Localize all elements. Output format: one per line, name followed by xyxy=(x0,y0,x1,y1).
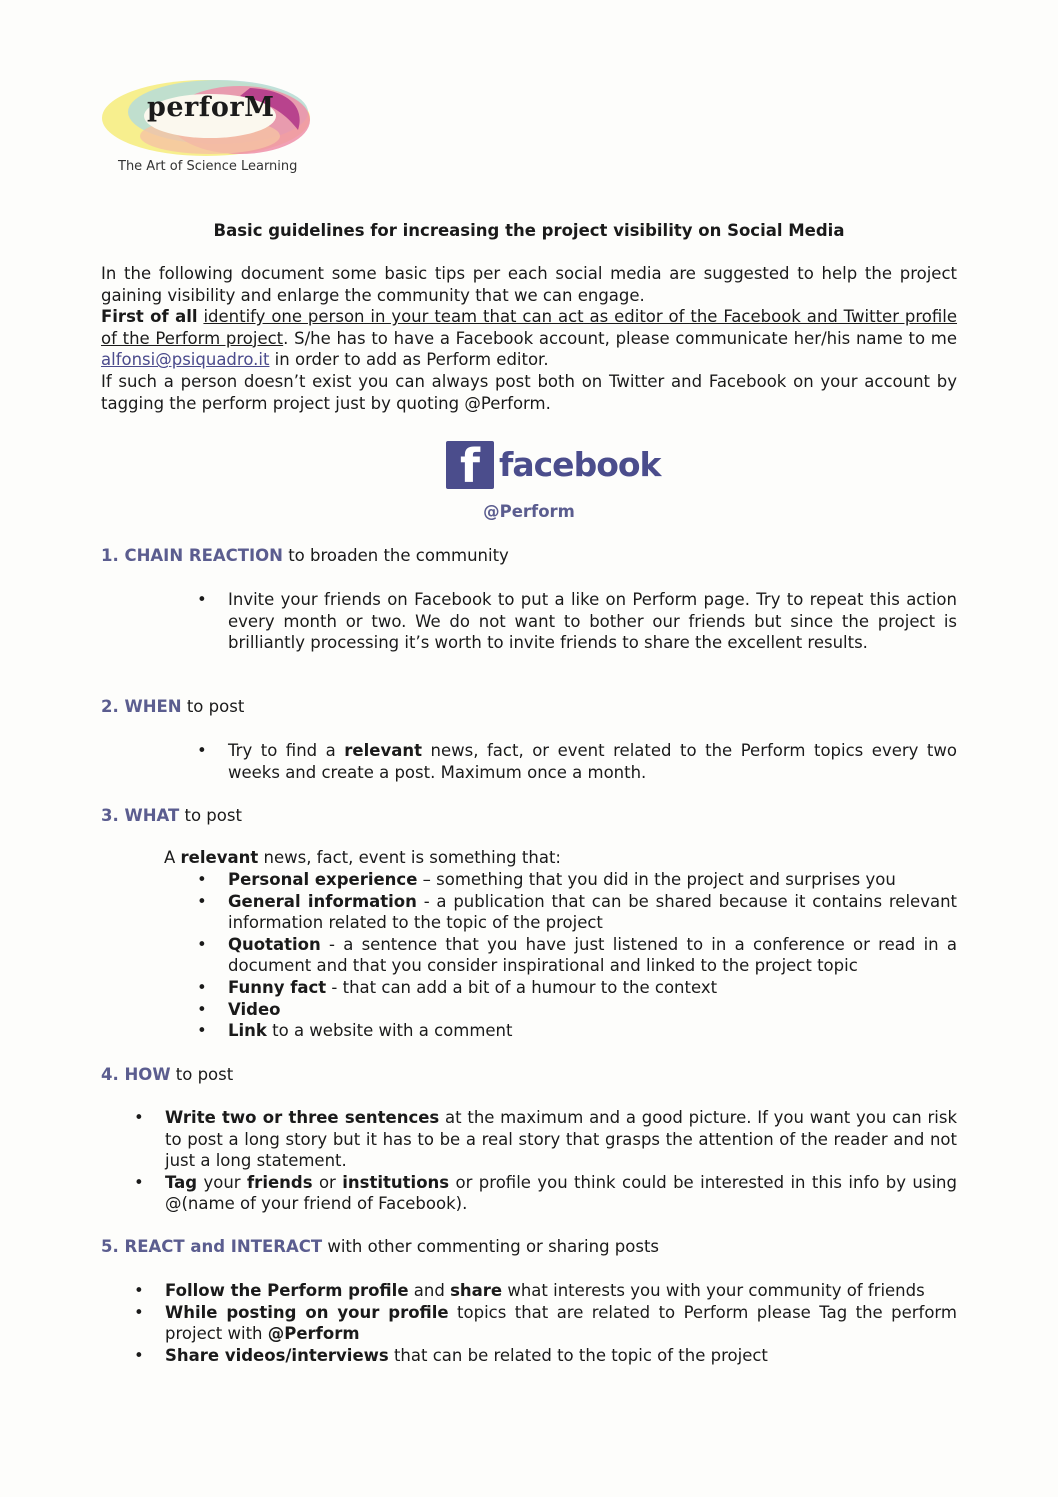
section-heading-2 xyxy=(101,696,957,718)
list-item: • Video xyxy=(228,999,957,1021)
logo-wordmark: perforM xyxy=(147,92,275,123)
intro-p1: In the following document some basic tips per each social media are suggested to help the project gaining visibility and enlarge the community that we can engage. xyxy=(101,264,957,305)
list-item: • General information - a publication that can be shared because it contains relevant information related to the topic of the project xyxy=(228,891,957,934)
section-2-list xyxy=(228,740,957,783)
list-item: • Funny fact - that can add a bit of a humour to the context xyxy=(228,977,957,999)
document-title: Basic guidelines for increasing the project visibility on Social Media xyxy=(213,221,845,240)
intro-p2 xyxy=(101,306,957,371)
section-number: 4. HOW xyxy=(101,1065,171,1084)
list-item: • Follow the Perform profile and share what interests you with your community of friends xyxy=(165,1280,957,1302)
section-rest: to post xyxy=(179,806,242,825)
intro-p3: If such a person doesn’t exist you can always post both on Twitter and Facebook on your account by tagging the perform project just by quoting @Perform. xyxy=(101,371,957,413)
list-item: • Personal experience – something that you did in the project and surprises you xyxy=(228,869,957,891)
list-item: • Try to find a relevant news, fact, or event related to the Perform topics every two weeks and create a post. Maximum once a month. xyxy=(228,740,957,783)
facebook-handle: @Perform xyxy=(483,502,575,521)
section-number: 5. REACT and INTERACT xyxy=(101,1237,323,1256)
list-item: • Tag your friends or institutions or profile you think could be interested in this info by using @(name of your friend of Facebook). xyxy=(165,1172,957,1215)
section-heading-4 xyxy=(101,1064,957,1086)
section-rest: to post xyxy=(181,697,245,716)
section-heading-3 xyxy=(101,805,957,827)
facebook-f-glyph: f xyxy=(460,439,481,493)
facebook-wordmark: facebook xyxy=(499,445,661,484)
section-heading-1 xyxy=(101,545,957,567)
section-3-intro: A relevant news, fact, event is something that: xyxy=(164,848,561,867)
section-heading-5 xyxy=(101,1236,957,1258)
section-3-list xyxy=(228,869,957,1042)
editor-instruction: identify one person in your team that can act as editor of the Facebook and Twitter profile of the Perform project xyxy=(101,307,958,348)
section-rest: to broaden the community xyxy=(282,546,509,565)
section-1-list xyxy=(228,589,957,654)
facebook-f-icon xyxy=(446,439,494,493)
intro-paragraphs xyxy=(101,263,957,414)
list-item: • Share videos/interviews that can be related to the topic of the project xyxy=(165,1345,957,1367)
email-link[interactable]: alfonsi@psiquadro.it xyxy=(101,350,270,370)
section-number: 2. WHEN xyxy=(101,697,182,716)
section-rest: to post xyxy=(170,1065,234,1084)
list-item: • Write two or three sentences at the maximum and a good picture. If you want you can risk to post a long story but it has to be a real story that grasps the attention of the reader and not just a long statement. xyxy=(165,1107,957,1172)
section-4-list xyxy=(165,1107,957,1215)
logo-tagline: The Art of Science Learning xyxy=(118,159,298,174)
section-rest: with other commenting or sharing posts xyxy=(322,1237,660,1256)
intro-p2-rest: . S/he has to have a Facebook account, please communicate her/his name to me xyxy=(283,328,957,348)
intro-p2-end: in order to add as Perform editor. xyxy=(269,350,549,370)
list-item: • Quotation - a sentence that you have just listened to in a conference or read in a document and that you consider inspirational and linked to the project topic xyxy=(228,934,957,977)
list-item: • While posting on your profile topics that are related to Perform please Tag the perform project with @Perform xyxy=(165,1302,957,1345)
list-item: • Link to a website with a comment xyxy=(228,1020,957,1042)
first-of-all: First of all xyxy=(101,307,198,327)
section-number: 3. WHAT xyxy=(101,806,180,825)
section-number: 1. CHAIN REACTION xyxy=(101,546,283,565)
facebook-logo xyxy=(446,439,661,493)
section-5-list xyxy=(165,1280,957,1366)
list-item: • Invite your friends on Facebook to put a like on Perform page. Try to repeat this action every month or two. We do not want to bother our friends but since the project is brilliantly processing it’s worth to invite friends to share the excellent results. xyxy=(228,589,957,654)
